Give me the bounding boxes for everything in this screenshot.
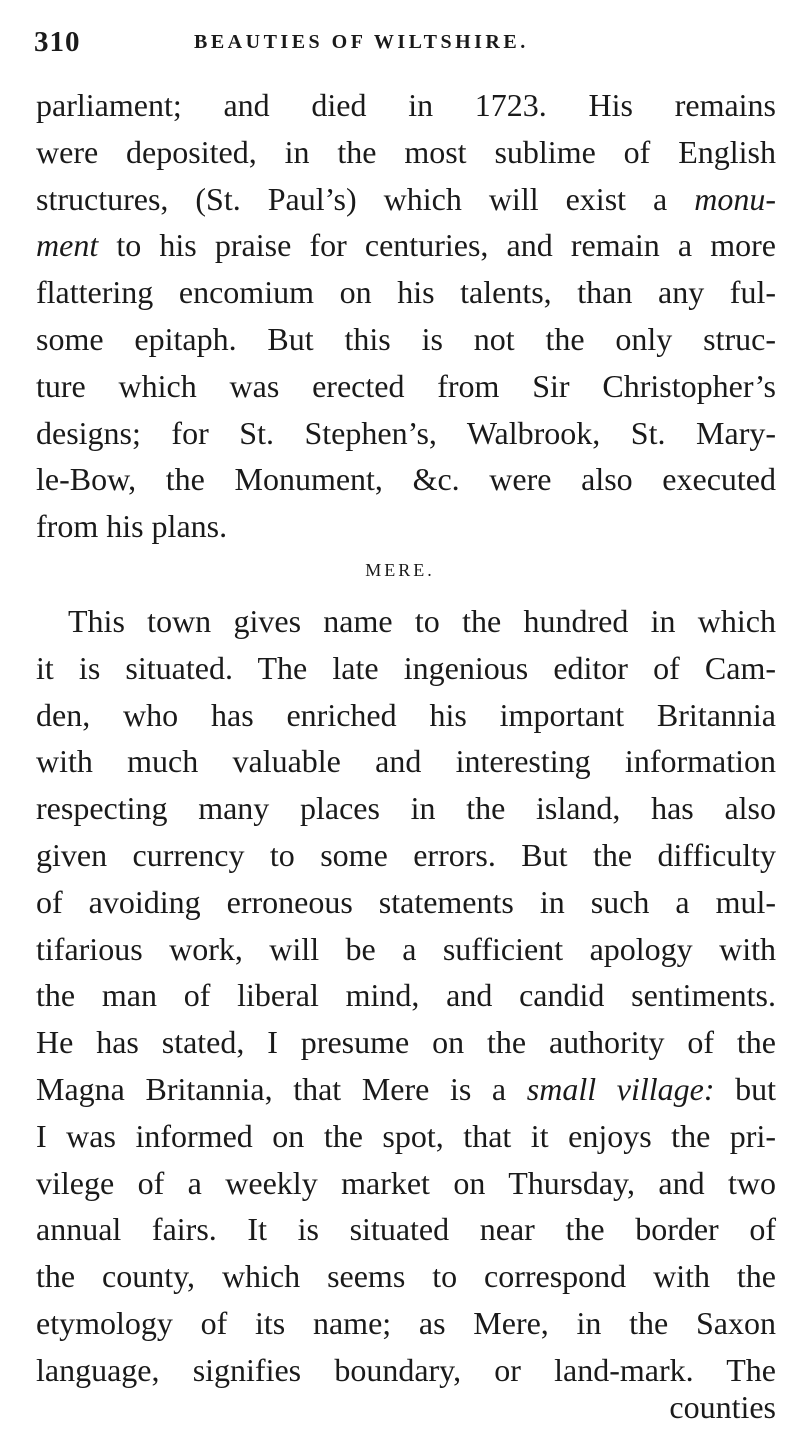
- text-line: le-Bow, the Monument, &c. were also executed: [36, 461, 776, 498]
- text-line: tifarious work, will be a sufficient apology with: [36, 930, 776, 967]
- section-heading: MERE.: [365, 560, 435, 580]
- text-line: ture which was erected from Sir Christopher’s: [36, 367, 776, 404]
- text-line: designs; for St. Stephen’s, Walbrook, St. Mary-: [36, 414, 776, 451]
- text-line: Magna Britannia, that Mere is a small village: but: [36, 1070, 777, 1107]
- text-line: of avoiding erroneous statements in such a mul-: [36, 883, 776, 920]
- text-line: it is situated. The late ingenious editor of Cam-: [36, 649, 776, 686]
- text-line: given currency to some errors. But the difficulty: [36, 836, 776, 873]
- text-line: He has stated, I presume on the authority of the: [36, 1024, 776, 1061]
- text-line: This town gives name to the hundred in which: [68, 603, 776, 639]
- page-number: 310: [34, 25, 81, 58]
- text-line: flattering encomium on his talents, than any ful-: [36, 274, 776, 311]
- text-line: etymology of its name; as Mere, in the Saxon: [36, 1304, 776, 1341]
- text-line: parliament; and died in 1723. His remains: [36, 87, 776, 123]
- italic-text: monu-: [694, 180, 776, 217]
- running-title: BEAUTIES OF WILTSHIRE.: [194, 30, 529, 53]
- paragraph-wren: [36, 82, 776, 550]
- text-line: the man of liberal mind, and candid sentiments.: [36, 977, 776, 1014]
- text-line: annual fairs. It is situated near the border of: [36, 1211, 776, 1248]
- text-line: den, who has enriched his important Britannia: [36, 696, 776, 733]
- paragraph-mere: [36, 598, 776, 1394]
- text-line: structures, (St. Paul’s) which will exist a monu-: [36, 180, 776, 217]
- text-line: vilege of a weekly market on Thursday, and two: [36, 1164, 776, 1201]
- italic-text: small village:: [526, 1070, 715, 1107]
- text-line: I was informed on the spot, that it enjoys the pri-: [36, 1117, 776, 1154]
- text-line: from his plans.: [36, 508, 228, 545]
- text-line: some epitaph. But this is not the only struc-: [36, 320, 776, 357]
- text-line: language, signifies boundary, or land-mark. The: [36, 1351, 776, 1388]
- running-head: [34, 22, 766, 62]
- text-line: respecting many places in the island, has also: [36, 790, 776, 827]
- italic-text: ment: [36, 227, 99, 264]
- text-line: were deposited, in the most sublime of English: [36, 133, 776, 170]
- catchword: counties: [669, 1389, 776, 1425]
- text-line: the county, which seems to correspond with the: [36, 1258, 776, 1295]
- text-line: ment to his praise for centuries, and remain a more: [36, 227, 776, 264]
- text-line: with much valuable and interesting information: [36, 743, 776, 780]
